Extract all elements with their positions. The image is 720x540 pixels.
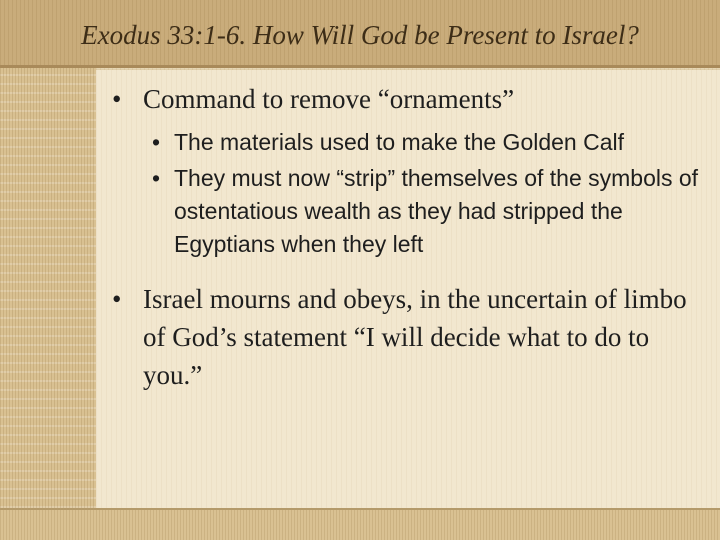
left-decorative-strip [0, 68, 96, 508]
bullet-item [106, 80, 712, 118]
slide-title: Exodus 33:1-6. How Will God be Present to Israel? [81, 20, 639, 50]
bullet-item [106, 280, 712, 394]
bullet-icon: • [112, 84, 122, 114]
bullet-icon: • [152, 165, 161, 191]
bullet-text: Israel mourns and obeys, in the uncertain of limbo of God’s statement “I will decide what to do to you.” [143, 284, 687, 390]
sub-bullet-item [106, 162, 712, 261]
bullet-text: Command to remove “ornaments” [143, 84, 515, 114]
title-bar [0, 0, 720, 68]
bullet-icon: • [152, 129, 161, 155]
bottom-decorative-band [0, 508, 720, 540]
sub-bullet-item [106, 126, 712, 159]
sub-bullet-text: They must now “strip” themselves of the symbols of ostentatious wealth as they had stripped the Egyptians when they left [174, 165, 699, 257]
bullet-list [106, 80, 712, 394]
sub-bullet-list [106, 126, 712, 261]
sub-bullet-text: The materials used to make the Golden Calf [174, 129, 625, 155]
bullet-icon: • [112, 284, 122, 314]
